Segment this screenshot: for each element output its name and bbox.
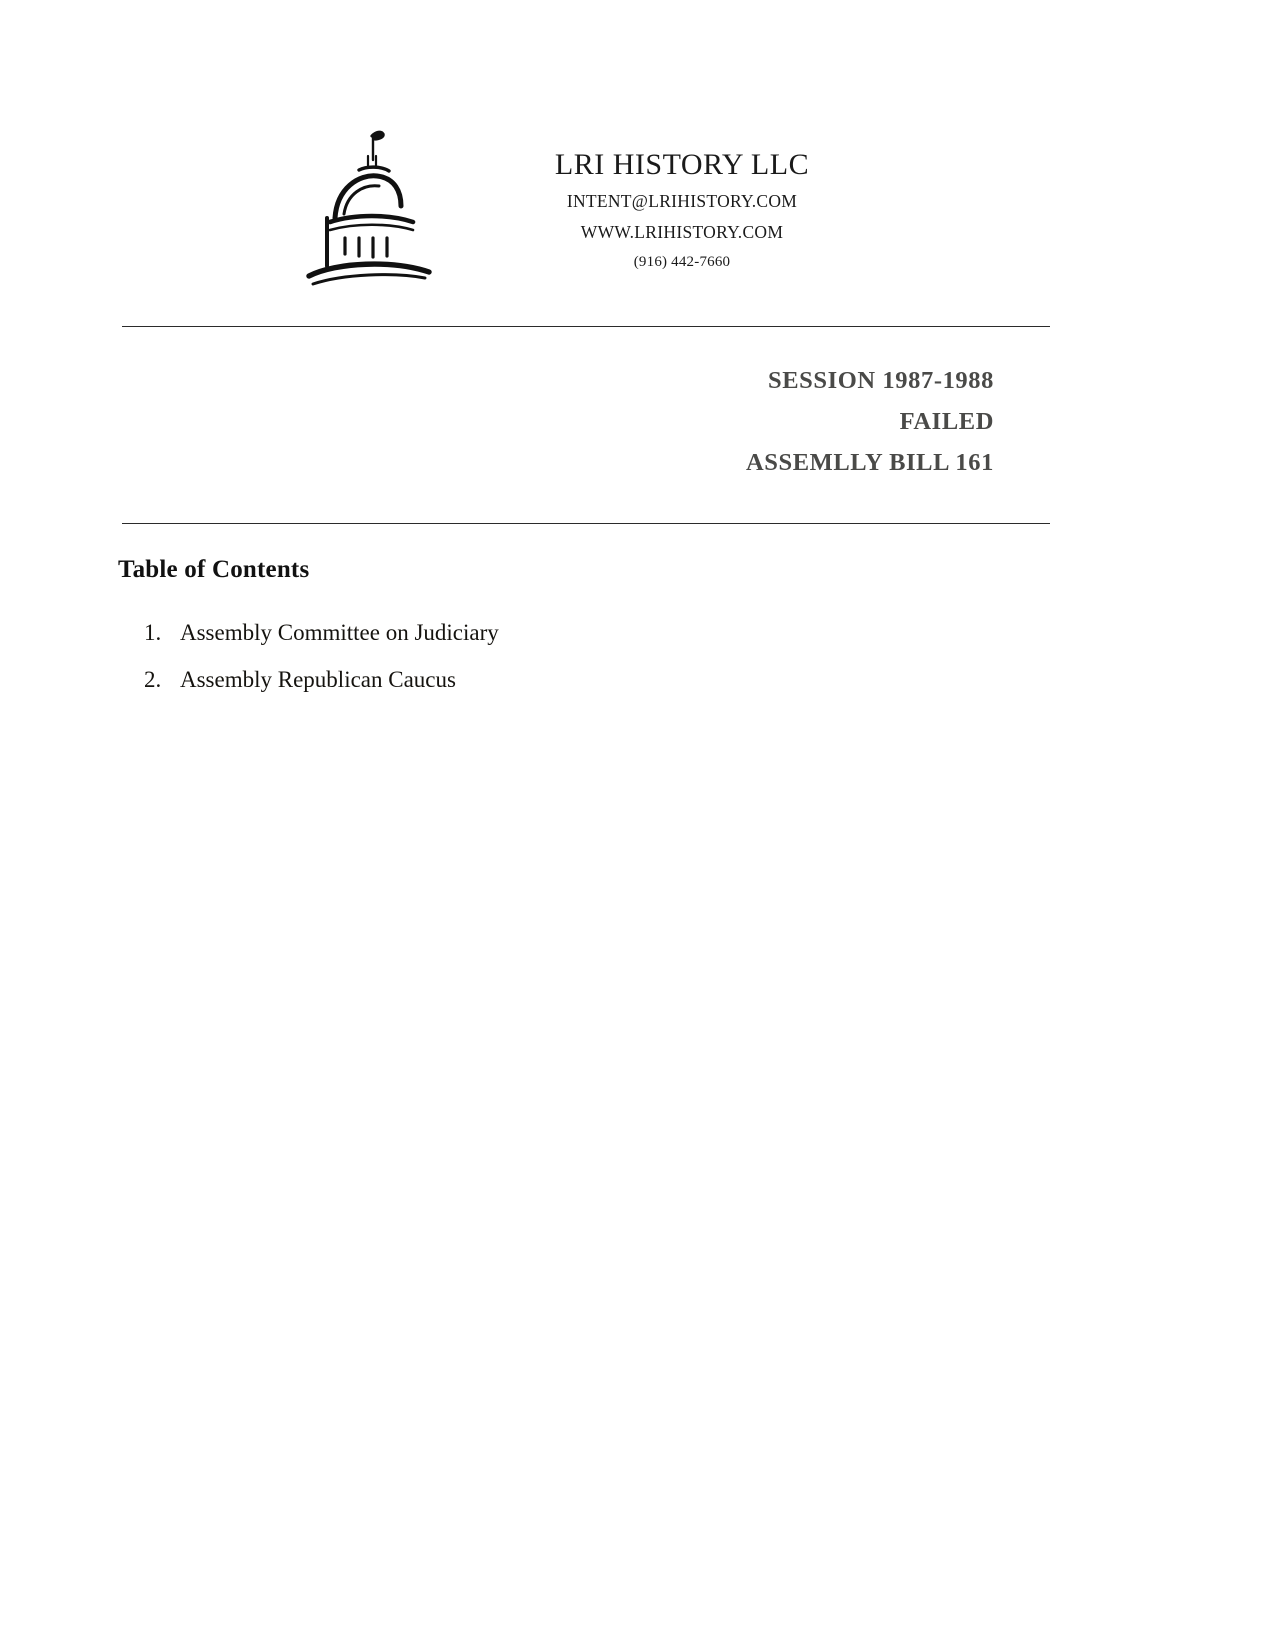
- list-item-label: Assembly Republican Caucus: [180, 667, 456, 693]
- page-title: Table of Contents: [118, 556, 310, 583]
- list-item: [118, 618, 938, 647]
- table-of-contents-list: [118, 618, 938, 713]
- session-line: SESSION 1987-1988: [768, 367, 994, 394]
- bill-number-line: ASSEMLLY BILL 161: [745, 449, 994, 477]
- capitol-dome-logo-icon: [297, 126, 447, 291]
- letterhead: [122, 118, 1052, 298]
- company-phone: (916) 442-7660: [633, 254, 731, 270]
- status-line: FAILED: [899, 408, 994, 436]
- list-item-number: 2.: [144, 667, 162, 693]
- list-item-number: 1.: [144, 620, 162, 645]
- company-website: WWW.LRIHISTORY.COM: [580, 222, 784, 242]
- company-name: LRI HISTORY LLC: [554, 148, 810, 181]
- list-item-label: Assembly Committee on Judiciary: [180, 620, 499, 645]
- divider-top: [122, 326, 1050, 327]
- bill-title-block: [122, 360, 994, 483]
- divider-bottom: [122, 523, 1050, 524]
- list-item: [118, 665, 938, 694]
- brand-block: [452, 148, 912, 271]
- company-email: INTENT@LRIHISTORY.COM: [566, 191, 798, 211]
